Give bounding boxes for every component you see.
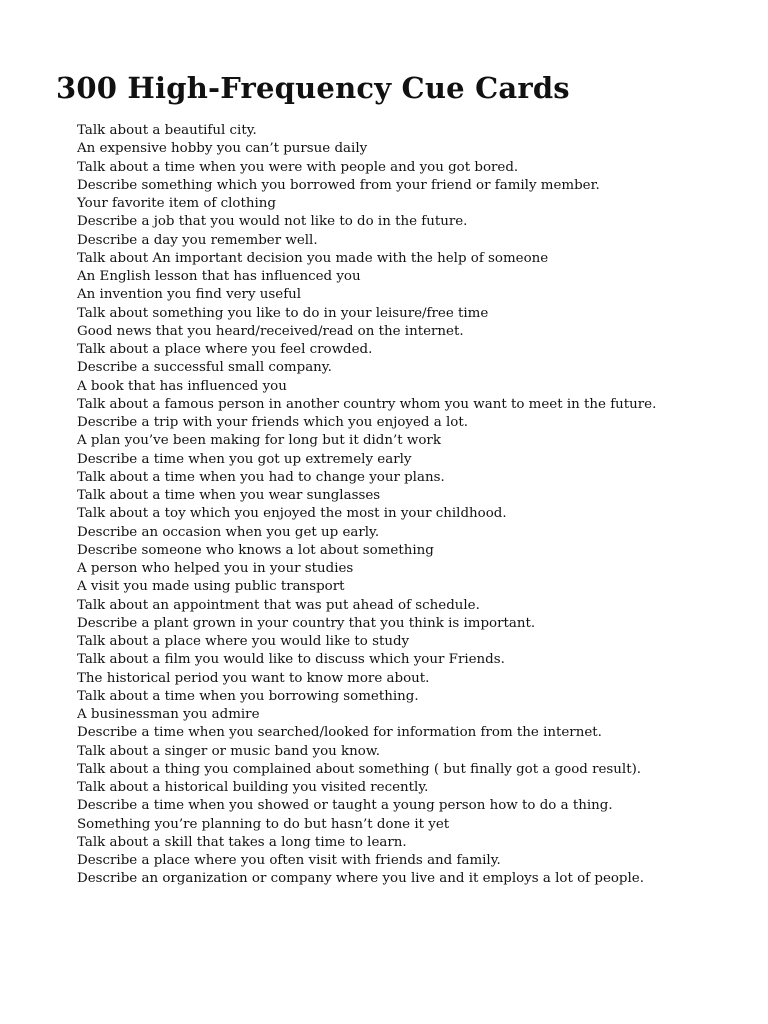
- cue-card-item: Describe a time when you got up extremely early: [77, 451, 412, 467]
- cue-card-item: Describe a plant grown in your country that you think is important.: [77, 615, 536, 631]
- cue-card-item: Describe a job that you would not like to do in the future.: [77, 214, 468, 230]
- cue-card-item: Describe someone who knows a lot about something: [77, 542, 434, 558]
- cue-card-item: Describe something which you borrowed from your friend or family member.: [77, 177, 600, 193]
- cue-card-item: Describe a day you remember well.: [77, 232, 318, 248]
- cue-card-item: An English lesson that has influenced you: [77, 269, 361, 284]
- cue-card-item: Talk about an appointment that was put ahead of schedule.: [77, 597, 480, 613]
- cue-card-item: Talk about An important decision you made with the help of someone: [77, 250, 549, 266]
- cue-card-item: Talk about a time when you borrowing something.: [77, 688, 419, 704]
- cue-card-item: Talk about a famous person in another country whom you want to meet in the future.: [77, 396, 657, 412]
- cue-card-item: Something you’re planning to do but hasn’t done it yet: [77, 816, 450, 832]
- cue-card-item: Describe a time when you searched/looked for information from the internet.: [77, 725, 602, 741]
- cue-card-item: Good news that you heard/received/read on the internet.: [77, 323, 464, 339]
- cue-card-item: An invention you find very useful: [77, 287, 302, 303]
- cue-card-item: The historical period you want to know more about.: [77, 670, 430, 686]
- cue-card-item: Talk about a toy which you enjoyed the most in your childhood.: [77, 506, 507, 522]
- cue-card-item: Talk about a time when you wear sunglasses: [77, 488, 381, 503]
- cue-card-item: Talk about a place where you would like to study: [77, 634, 410, 649]
- cue-card-item: Talk about a film you would like to discuss which your Friends.: [77, 652, 505, 668]
- cue-card-item: Talk about a skill that takes a long time to learn.: [77, 834, 407, 850]
- cue-card-item: Your favorite item of clothing: [77, 196, 276, 211]
- cue-card-item: Describe a trip with your friends which you enjoyed a lot.: [77, 415, 468, 430]
- cue-card-item: Describe a place where you often visit with friends and family.: [77, 853, 501, 868]
- cue-card-item: Describe an organization or company where you live and it employs a lot of people.: [77, 871, 644, 887]
- cue-card-item: Talk about a place where you feel crowded.: [77, 342, 373, 357]
- cue-card-item: A businessman you admire: [77, 707, 260, 722]
- cue-card-item: A plan you’ve been making for long but it didn’t work: [77, 433, 441, 449]
- cue-card-item: A person who helped you in your studies: [77, 561, 354, 576]
- cue-card-item: An expensive hobby you can’t pursue daily: [77, 141, 368, 157]
- cue-card-item: Talk about a historical building you visited recently.: [77, 780, 429, 795]
- cue-card-list: [56, 122, 666, 889]
- cue-card-item: Talk about something you like to do in your leisure/free time: [77, 305, 489, 321]
- page-title: 300 High-Frequency Cue Cards: [56, 71, 570, 105]
- cue-card-item: Talk about a beautiful city.: [77, 123, 257, 138]
- cue-card-item: Talk about a time when you were with people and you got bored.: [77, 159, 519, 175]
- cue-card-item: Describe a time when you showed or taught a young person how to do a thing.: [77, 798, 613, 814]
- cue-card-item: A visit you made using public transport: [77, 579, 345, 595]
- cue-card-item: Talk about a time when you had to change your plans.: [77, 469, 445, 485]
- cue-card-item: Talk about a singer or music band you know.: [77, 743, 380, 759]
- cue-card-item: Describe a successful small company.: [77, 360, 332, 376]
- cue-card-item: Describe an occasion when you get up early.: [77, 524, 380, 540]
- cue-card-item: A book that has influenced you: [77, 378, 287, 394]
- cue-card-item: Talk about a thing you complained about something ( but finally got a good result).: [77, 761, 642, 777]
